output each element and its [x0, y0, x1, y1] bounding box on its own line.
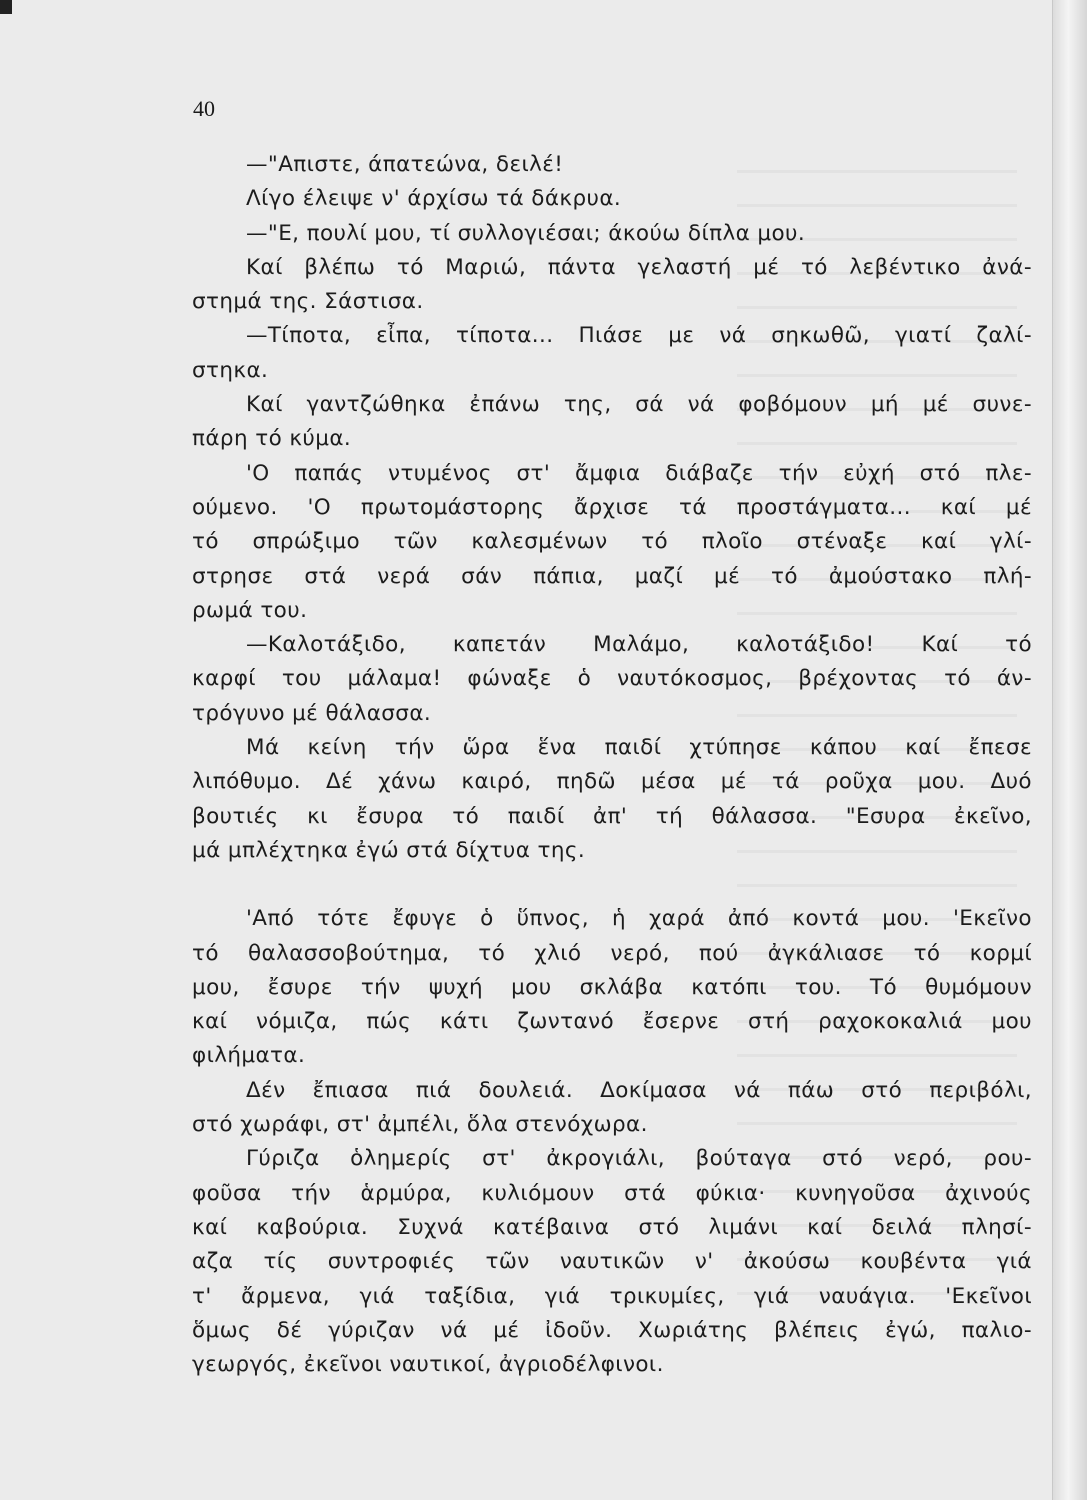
- text-line: —Τίποτα, εἶπα, τίποτα... Πιάσε με νά σηκωθῶ, γιατί ζαλί-: [246, 323, 1032, 349]
- text-line: Γύριζα ὁλημερίς στ' ἀκρογιάλι, βούταγα στό νερό, ρου-: [246, 1146, 1032, 1172]
- text-line: λιπόθυμο. Δέ χάνω καιρό, πηδῶ μέσα μέ τά ροῦχα μου. Δυό: [192, 769, 1032, 795]
- text-line: αζα τίς συντροφιές τῶν ναυτικῶν ν' ἀκούσω κουβέντα γιά: [192, 1249, 1032, 1275]
- text-line: Λίγο έλειψε ν' άρχίσω τά δάκρυα.: [246, 186, 622, 212]
- text-line: τρόγυνο μέ θάλασσα.: [192, 700, 432, 726]
- text-line: πάρη τό κύμα.: [192, 426, 352, 452]
- text-line: βουτιές κι ἔσυρα τό παιδί ἀπ' τή θάλασσα. "Εσυρα ἐκεῖνο,: [192, 803, 1032, 829]
- text-line: στημά της. Σάστισα.: [192, 289, 424, 315]
- text-line: —"Ε, πουλί μου, τί συλλογιέσαι; άκούω δίπλα μου.: [246, 220, 806, 246]
- text-line: —Καλοτάξιδο, καπετάν Μαλάμο, καλοτάξιδο! Καί τό: [246, 632, 1032, 658]
- text-line: μου, ἔσυρε τήν ψυχή μου σκλάβα κατόπι του. Τό θυμόμουν: [192, 974, 1032, 1000]
- text-line: 'Ο παπάς ντυμένος στ' ἄμφια διάβαζε τήν εὐχή στό πλε-: [246, 460, 1032, 486]
- text-line: καί καβούρια. Συχνά κατέβαινα στό λιμάνι καί δειλά πλησί-: [192, 1214, 1032, 1240]
- text-line: Δέν ἔπιασα πιά δουλειά. Δοκίμασα νά πάω στό περιβόλι,: [246, 1077, 1032, 1103]
- text-line: καί νόμιζα, πώς κάτι ζωντανό ἔσερνε στή ραχοκοκαλιά μου: [192, 1009, 1032, 1035]
- text-line: στηκα.: [192, 357, 269, 383]
- text-line: Καί γαντζώθηκα ἐπάνω της, σά νά φοβόμουν μή μέ συνε-: [246, 392, 1032, 418]
- text-line: μά μπλέχτηκα ἐγώ στά δίχτυα της.: [192, 837, 586, 863]
- text-line: τό σπρώξιμο τῶν καλεσμένων τό πλοῖο στέναξε καί γλί-: [192, 529, 1032, 555]
- text-line: τ' ἄρμενα, γιά ταξίδια, γιά τρικυμίες, γιά ναυάγια. 'Εκεῖνοι: [192, 1283, 1032, 1309]
- text-line: φιλήματα.: [192, 1043, 306, 1069]
- text-line: —"Απιστε, άπατεώνα, δειλέ!: [246, 152, 564, 177]
- book-page-edge: [1052, 0, 1087, 1500]
- text-line: Μά κείνη τήν ὥρα ἕνα παιδί χτύπησε κάπου καί ἔπεσε: [246, 735, 1032, 761]
- text-line: γεωργός, ἐκεῖνοι ναυτικοί, ἀγριοδέλφινοι.: [192, 1352, 664, 1378]
- text-line: φοῦσα τήν ἁρμύρα, κυλιόμουν στά φύκια· κυνηγοῦσα ἀχινούς: [192, 1180, 1032, 1206]
- scan-corner-mark: [0, 0, 12, 14]
- text-line: τό θαλασσοβούτημα, τό χλιό νερό, πού ἀγκάλιασε τό κορμί: [192, 940, 1032, 966]
- body-text: [192, 148, 1032, 1382]
- paragraph-gap: [192, 868, 1032, 902]
- text-line: στό χωράφι, στ' ἀμπέλι, ὅλα στενόχωρα.: [192, 1112, 648, 1138]
- text-line: ὅμως δέ γύριζαν νά μέ ἰδοῦν. Χωριάτης βλέπεις ἐγώ, παλιο-: [192, 1317, 1032, 1343]
- text-line: ούμενο. 'Ο πρωτομάστορης ἄρχισε τά προστάγματα... καί μέ: [192, 494, 1032, 520]
- text-line: Καί βλέπω τό Μαριώ, πάντα γελαστή μέ τό λεβέντικο ἀνά-: [246, 254, 1032, 280]
- text-line: στρησε στά νερά σάν πάπια, μαζί μέ τό ἀμούστακο πλή-: [192, 563, 1032, 589]
- text-line: καρφί του μάλαμα! φώναξε ὁ ναυτόκοσμος, βρέχοντας τό άν-: [192, 666, 1032, 692]
- page-number: 40: [193, 96, 215, 121]
- text-line: ρωμά του.: [192, 597, 308, 623]
- text-line: 'Από τότε ἔφυγε ὁ ὕπνος, ἡ χαρά ἀπό κοντά μου. 'Εκεῖνο: [246, 906, 1032, 932]
